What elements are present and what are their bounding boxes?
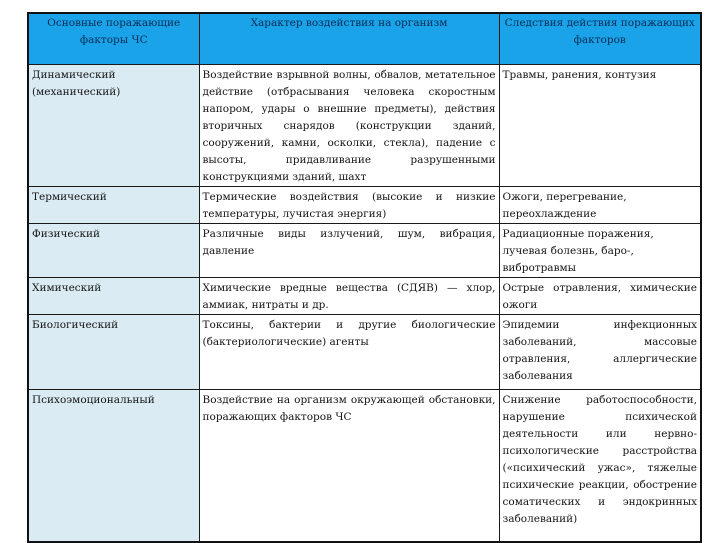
factor-cell: Динамический (механический): [28, 64, 199, 186]
effect-cell: Химические вредные вещества (СДЯВ) — хлор, аммиак, нитраты и др.: [199, 277, 499, 314]
hazard-factors-table: [27, 12, 702, 543]
effect-cell: Различные виды излучений, шум, вибрация, давление: [199, 223, 499, 277]
table-row: [28, 223, 701, 277]
table-row: [28, 186, 701, 223]
table-row: [28, 314, 701, 389]
factor-cell: Химический: [28, 277, 199, 314]
document-page: [27, 12, 700, 543]
consequence-cell: Травмы, ранения, контузия: [499, 64, 701, 186]
consequence-cell: Радиационные поражения, лучевая болезнь, баро-, вибротравмы: [499, 223, 701, 277]
effect-cell: Термические воздействия (высокие и низкие температуры, лучистая энергия): [199, 186, 499, 223]
table-row: [28, 389, 701, 542]
table-header-row: [28, 13, 701, 64]
factor-cell: Термический: [28, 186, 199, 223]
effect-cell: Токсины, бактерии и другие биологические (бактериологические) агенты: [199, 314, 499, 389]
table-row: [28, 277, 701, 314]
effect-cell: Воздействие на организм окружающей обстановки, поражающих факторов ЧС: [199, 389, 499, 542]
table-row: [28, 64, 701, 186]
effect-cell: Воздействие взрывной волны, обвалов, метательное действие (отбрасывания человека скоростным напором, удары о внешние предметы), действия вторичных снарядов (конструкции зданий, сооружений, камни, осколки, стекла), падение с высоты, придавливание разрушенными конструкциями зданий, шахт: [199, 64, 499, 186]
factor-cell: Биологический: [28, 314, 199, 389]
consequence-cell: Снижение работоспособности, нарушение психической деятельности или нервно-психологические расстройства («психический ужас», тяжелые психические реакции, обострение соматических и эндокринных заболеваний): [499, 389, 701, 542]
factor-cell: Физический: [28, 223, 199, 277]
consequence-cell: Эпидемии инфекционных заболеваний, массовые отравления, аллергические заболевания: [499, 314, 701, 389]
consequence-cell: Острые отравления, химические ожоги: [499, 277, 701, 314]
consequence-cell: Ожоги, перегревание, переохлаждение: [499, 186, 701, 223]
header-factors: Основные поражающие факторы ЧС: [28, 13, 199, 64]
header-effect: Характер воздействия на организм: [199, 13, 499, 64]
factor-cell: Психоэмоциональный: [28, 389, 199, 542]
header-consequences: Следствия действия поражающих факторов: [499, 13, 701, 64]
